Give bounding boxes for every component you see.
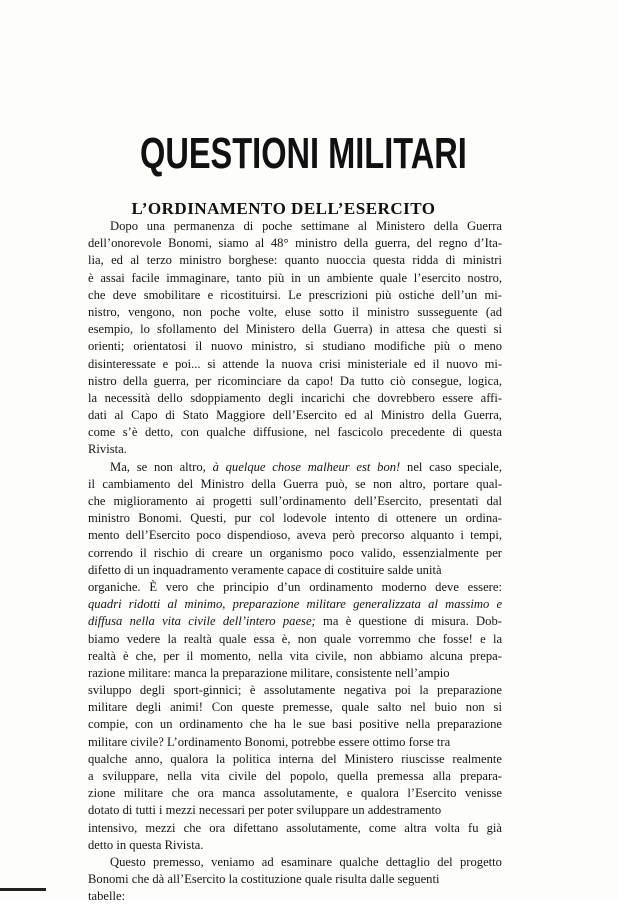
text-segment: intensivo, mezzi che ora difettano assolutamente, come altra volta fu già [88,820,502,835]
text-segment: compie, con un ordinamento che ha le sue basi positive nella preparazione [88,717,502,732]
text-line [88,510,502,527]
text-line-content [88,390,502,407]
text-line-content [88,699,502,716]
text-segment: la necessità dello sdoppiamento degli incarichi che dovrebbero essere affi- [88,390,503,405]
text-segment: ma è questione di misura. Dob- [315,614,502,629]
text-line [88,665,502,682]
text-line-content [88,802,441,819]
text-line [88,802,502,819]
article-subtitle: L’ORDINAMENTO DELL’ESERCITO [131,199,436,218]
text-line-content [88,613,502,630]
text-line-content [88,510,502,527]
text-segment: difetto di un inquadramento veramente capace di costituire salde unità [88,562,442,577]
text-segment: che deve smobilitare e ricostituirsi. Le prescrizioni più ostiche dell’un mi- [88,287,502,302]
text-segment: lia, ed al terzo ministro borghese: quanto nuoccia questa ridda di ministri [88,253,503,268]
text-line-content [88,373,502,390]
text-line-content [88,768,502,785]
page-title: QUESTIONI MILITARI [139,129,467,178]
text-line-content [88,837,203,854]
text-segment: è assai facile immaginare, tanto più in un ambiente quale l’esercito nostro, [88,270,503,285]
text-line [88,321,502,338]
text-segment: esempio, lo sfollamento del Ministero della Guerra) in attesa che questi si [88,322,502,337]
text-line-content [88,682,502,699]
text-segment: biamo vedere la realtà quale essa è, non quale vorremmo che fosse! e la [88,631,503,646]
text-line [88,304,502,321]
text-segment: realtà è che, per il momento, nella vita civile, non abbiamo alcuna prepa- [88,648,502,663]
text-line [88,545,502,562]
text-segment: Bonomi che dà all’Esercito la costituzione quale risulta dalle seguenti [88,872,440,887]
text-line-content [88,338,502,355]
text-segment: Dopo una permanenza di poche settimane al Ministero della Guerra [110,219,502,233]
text-line [88,218,502,235]
text-line [88,699,502,716]
text-segment: mento dell’Esercito poco dispendioso, aveva però precorso alquanto i tempi, [88,528,503,543]
text-line-content [88,665,450,682]
text-line [88,596,502,613]
italic-text: à quelque chose malheur est bon! [212,459,401,474]
text-line [88,820,502,837]
text-segment: Rivista. [88,442,127,457]
text-line-content [110,854,502,871]
text-line [88,493,502,510]
text-segment: correndo il rischio di creare un organismo poco valido, essenzialmente per [88,545,503,560]
scan-edge-mark [0,888,46,891]
text-line [88,459,502,476]
text-line-content [88,304,502,321]
text-line-content [88,493,502,510]
text-line [88,373,502,390]
text-line-content [88,321,502,338]
text-line-content [110,459,502,476]
text-line [88,734,502,751]
text-segment: orienti; orientatosi il nuovo ministro, si studiano modifiche più o meno [88,339,503,354]
text-segment: Questo premesso, veniamo ad esaminare qualche dettaglio del progetto [110,854,502,869]
text-segment: detto in questa Rivista. [88,837,204,852]
text-segment: qualche anno, qualora la politica interna del Ministero riuscisse realmente [88,751,503,766]
text-segment: organiche. È vero che principio d’un ordinamento moderno deve essere: [88,579,502,594]
text-line [88,424,502,441]
text-line-content [88,235,502,252]
text-line-content [88,648,502,665]
text-line [88,287,502,304]
text-line-content [88,441,127,458]
text-line-content [88,356,502,373]
text-segment: razione militare: manca la preparazione militare, consistente nell’ampio [88,665,450,680]
text-segment: militare degli animi! Con queste premesse, quale salto nel buio non si [88,700,502,715]
text-line-content [110,218,502,235]
text-line [88,562,502,579]
text-line-content [88,252,502,269]
text-line [88,407,502,424]
text-line [88,390,502,407]
text-segment: a sviluppare, nella vita civile del popolo, quella premessa alla prepara- [88,769,502,783]
text-segment: disinteressate e poi... si attende la nuova crisi ministeriale ed il nuovo mi- [88,356,503,371]
text-line-content [88,287,502,304]
text-line [88,888,502,905]
text-segment: nistro della guerra, per ricominciare da capo! Da tutto ciò consegue, logica, [88,373,502,388]
text-line [88,476,502,493]
text-segment: sviluppo degli sport-ginnici; è assolutamente negativa poi la preparazione [88,683,502,698]
text-line-content [88,562,442,579]
text-line-content [88,545,502,562]
text-line [88,579,502,596]
text-segment: che miglioramento ai progetti sull’ordinamento dell’Esercito, presentati dal [88,494,503,508]
text-segment: dotato di tutti i mezzi necessari per poter sviluppare un addestramento [88,803,442,818]
text-line-content [88,888,125,905]
text-line [88,338,502,355]
text-line-content [88,785,502,802]
text-line [88,631,502,648]
text-line [88,648,502,665]
text-line [88,871,502,888]
italic-text: diffusa nella vita civile dell’intero paese; [88,614,316,629]
text-line [88,751,502,768]
text-line-content [88,734,450,751]
text-line [88,837,502,854]
text-line-content [88,476,502,493]
text-line-content [88,631,502,648]
text-segment: nel caso speciale, [400,459,503,474]
text-line-content [88,820,502,837]
text-line-content [88,270,502,287]
text-segment: militare civile? L’ordinamento Bonomi, potrebbe essere ottimo forse tra [88,734,451,749]
text-segment: dell’onorevole Bonomi, siamo al 48° ministro della guerra, del regno d’Ita- [88,236,503,251]
text-line [88,235,502,252]
text-line-content [88,527,502,544]
text-line-content [88,716,502,733]
text-line-content [88,871,439,888]
text-line [88,613,502,630]
text-segment: nistro, vengono, non poche volte, eluse sotto il ministro susseguente (ad [88,304,503,319]
text-line-content [88,424,502,441]
text-line-content [88,751,502,768]
text-segment: dati al Capo di Stato Maggiore dell’Esercito ed al Ministro della Guerra, [88,408,502,423]
text-line [88,682,502,699]
text-segment: come s’è detto, con qualche diffusione, nel fascicolo precedente di questa [88,425,502,440]
text-segment: Ma, se non altro, [110,459,213,474]
text-line [88,356,502,373]
text-line-content [88,579,502,596]
italic-text: quadri ridotti al minimo, preparazione militare generalizzata al massimo e [88,597,503,612]
text-line [88,785,502,802]
text-segment: il cambiamento del Ministro della Guerra può, se non altro, portare qual- [88,476,503,491]
text-line [88,768,502,785]
text-line [88,716,502,733]
text-line [88,270,502,287]
text-line [88,527,502,544]
text-line [88,441,502,458]
text-line-content [88,407,502,424]
article-body [88,218,502,906]
text-segment: tabelle: [88,889,126,904]
text-segment: ministro Bonomi. Questi, pur col lodevole intento di ottenere un ordina- [88,511,502,526]
text-segment: zione militare che ora manca assolutamente, e qualora l’Esercito venisse [88,786,503,801]
text-line [88,252,502,269]
text-line-content [88,596,502,613]
text-line [88,854,502,871]
